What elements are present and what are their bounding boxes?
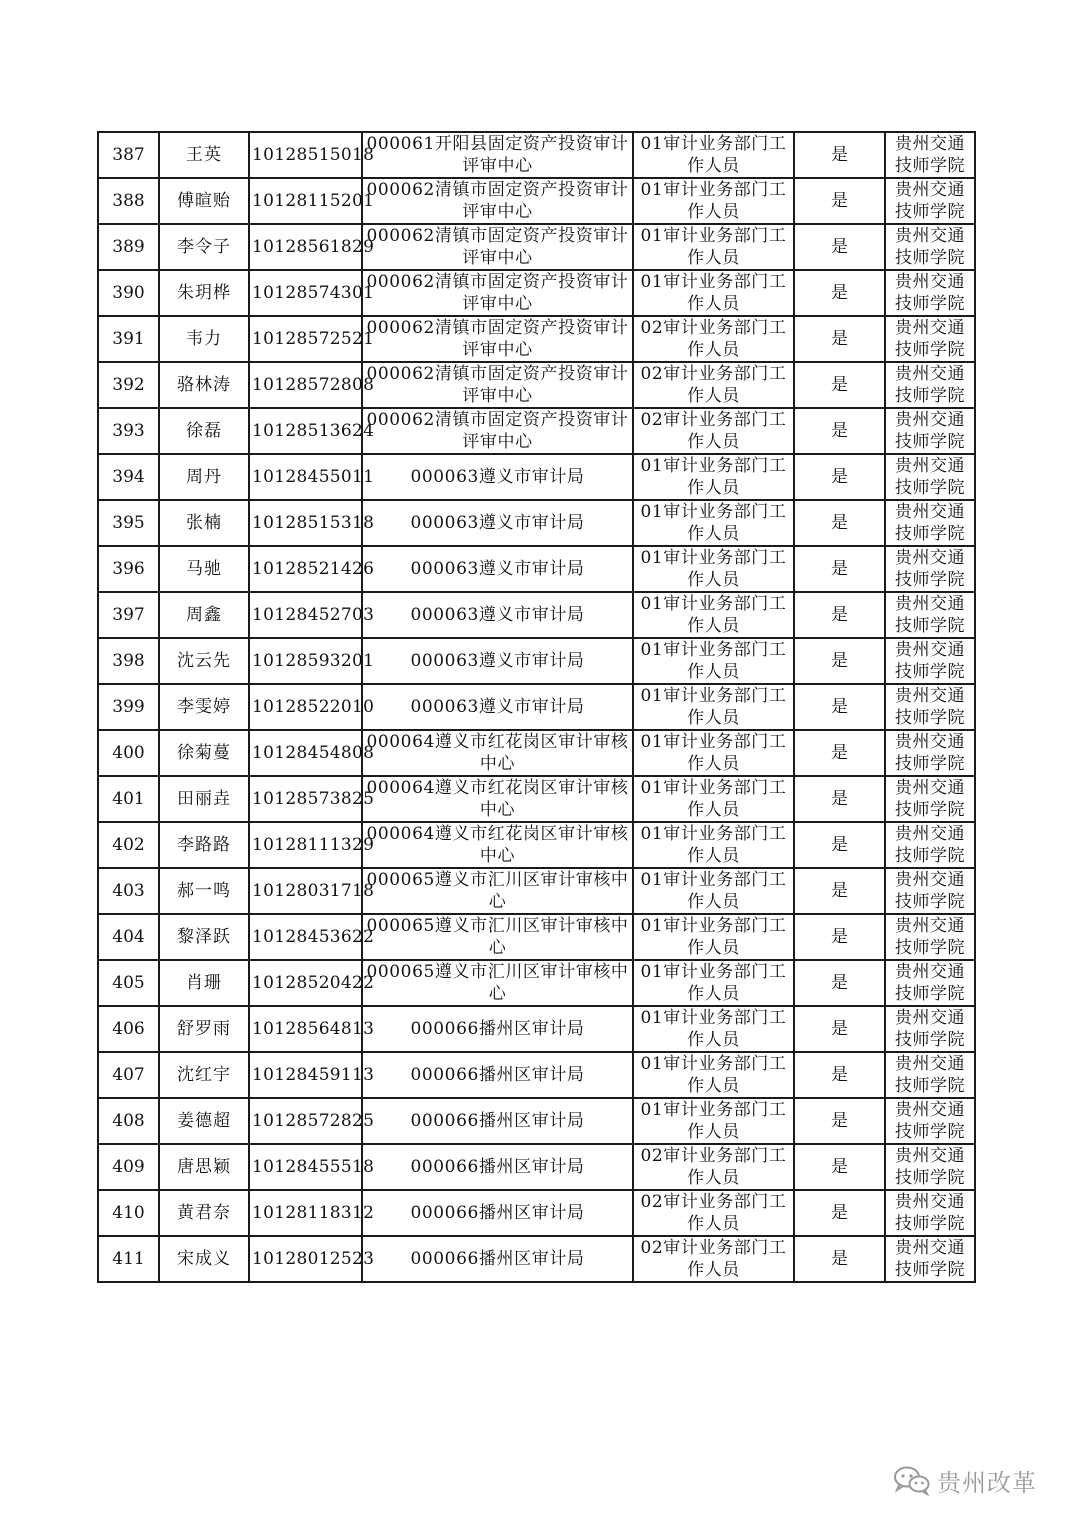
row-number: 393: [98, 408, 159, 454]
position: 01审计业务部门工作人员: [633, 1052, 794, 1098]
ticket-number: 10128031718: [249, 868, 362, 914]
candidate-name: 王英: [159, 132, 249, 178]
table-row: [98, 132, 975, 178]
employer-unit: 000065遵义市汇川区审计审核中心: [362, 960, 633, 1006]
qualified-flag: 是: [794, 730, 885, 776]
employer-unit: 000063遵义市审计局: [362, 454, 633, 500]
candidate-name: 郝一鸣: [159, 868, 249, 914]
candidate-name: 李令子: [159, 224, 249, 270]
employer-unit: 000062清镇市固定资产投资审计评审中心: [362, 178, 633, 224]
ticket-number: 10128459113: [249, 1052, 362, 1098]
employer-unit: 000066播州区审计局: [362, 1006, 633, 1052]
exam-site: 贵州交通技师学院: [885, 1052, 975, 1098]
table-row: [98, 316, 975, 362]
position: 01审计业务部门工作人员: [633, 914, 794, 960]
row-number: 388: [98, 178, 159, 224]
ticket-number: 10128593201: [249, 638, 362, 684]
position: 01审计业务部门工作人员: [633, 960, 794, 1006]
candidate-name: 姜德超: [159, 1098, 249, 1144]
ticket-number: 10128573825: [249, 776, 362, 822]
employer-unit: 000062清镇市固定资产投资审计评审中心: [362, 270, 633, 316]
row-number: 399: [98, 684, 159, 730]
exam-site: 贵州交通技师学院: [885, 684, 975, 730]
table-row: [98, 500, 975, 546]
watermark: [893, 1462, 1037, 1498]
candidate-name: 田丽垚: [159, 776, 249, 822]
row-number: 408: [98, 1098, 159, 1144]
employer-unit: 000065遵义市汇川区审计审核中心: [362, 868, 633, 914]
ticket-number: 10128572808: [249, 362, 362, 408]
candidate-name: 沈云先: [159, 638, 249, 684]
employer-unit: 000062清镇市固定资产投资审计评审中心: [362, 408, 633, 454]
position: 01审计业务部门工作人员: [633, 730, 794, 776]
ticket-number: 10128515318: [249, 500, 362, 546]
row-number: 404: [98, 914, 159, 960]
employer-unit: 000062清镇市固定资产投资审计评审中心: [362, 362, 633, 408]
exam-site: 贵州交通技师学院: [885, 500, 975, 546]
row-number: 392: [98, 362, 159, 408]
candidate-table: [97, 131, 976, 1283]
exam-site: 贵州交通技师学院: [885, 1006, 975, 1052]
ticket-number: 10128521426: [249, 546, 362, 592]
table-row: [98, 914, 975, 960]
table-row: [98, 362, 975, 408]
row-number: 400: [98, 730, 159, 776]
watermark-text: 贵州改革: [937, 1468, 1037, 1497]
employer-unit: 000066播州区审计局: [362, 1052, 633, 1098]
row-number: 411: [98, 1236, 159, 1282]
position: 01审计业务部门工作人员: [633, 546, 794, 592]
exam-site: 贵州交通技师学院: [885, 408, 975, 454]
qualified-flag: 是: [794, 454, 885, 500]
candidate-name: 黎泽跃: [159, 914, 249, 960]
ticket-number: 10128111329: [249, 822, 362, 868]
ticket-number: 10128118312: [249, 1190, 362, 1236]
row-number: 407: [98, 1052, 159, 1098]
employer-unit: 000065遵义市汇川区审计审核中心: [362, 914, 633, 960]
ticket-number: 10128561829: [249, 224, 362, 270]
position: 01审计业务部门工作人员: [633, 500, 794, 546]
qualified-flag: 是: [794, 1098, 885, 1144]
table-row: [98, 638, 975, 684]
table-row: [98, 408, 975, 454]
qualified-flag: 是: [794, 408, 885, 454]
exam-site: 贵州交通技师学院: [885, 546, 975, 592]
ticket-number: 10128513624: [249, 408, 362, 454]
table-row: [98, 1236, 975, 1282]
candidate-name: 唐思颖: [159, 1144, 249, 1190]
position: 01审计业务部门工作人员: [633, 1006, 794, 1052]
table-row: [98, 1006, 975, 1052]
position: 02审计业务部门工作人员: [633, 1236, 794, 1282]
row-number: 403: [98, 868, 159, 914]
position: 01审计业务部门工作人员: [633, 684, 794, 730]
qualified-flag: 是: [794, 914, 885, 960]
employer-unit: 000066播州区审计局: [362, 1098, 633, 1144]
candidate-name: 黄君奈: [159, 1190, 249, 1236]
position: 01审计业务部门工作人员: [633, 454, 794, 500]
wechat-icon: [893, 1465, 931, 1495]
row-number: 389: [98, 224, 159, 270]
ticket-number: 10128453622: [249, 914, 362, 960]
qualified-flag: 是: [794, 316, 885, 362]
employer-unit: 000064遵义市红花岗区审计审核中心: [362, 776, 633, 822]
row-number: 397: [98, 592, 159, 638]
position: 02审计业务部门工作人员: [633, 1190, 794, 1236]
table-row: [98, 546, 975, 592]
row-number: 387: [98, 132, 159, 178]
row-number: 391: [98, 316, 159, 362]
position: 02审计业务部门工作人员: [633, 408, 794, 454]
exam-site: 贵州交通技师学院: [885, 224, 975, 270]
position: 01审计业务部门工作人员: [633, 224, 794, 270]
ticket-number: 10128522010: [249, 684, 362, 730]
candidate-name: 韦力: [159, 316, 249, 362]
position: 01审计业务部门工作人员: [633, 776, 794, 822]
row-number: 396: [98, 546, 159, 592]
ticket-number: 10128515018: [249, 132, 362, 178]
qualified-flag: 是: [794, 1052, 885, 1098]
exam-site: 贵州交通技师学院: [885, 362, 975, 408]
table-row: [98, 1144, 975, 1190]
position: 01审计业务部门工作人员: [633, 132, 794, 178]
exam-site: 贵州交通技师学院: [885, 868, 975, 914]
qualified-flag: 是: [794, 1236, 885, 1282]
employer-unit: 000062清镇市固定资产投资审计评审中心: [362, 316, 633, 362]
candidate-name: 宋成义: [159, 1236, 249, 1282]
employer-unit: 000064遵义市红花岗区审计审核中心: [362, 730, 633, 776]
row-number: 390: [98, 270, 159, 316]
qualified-flag: 是: [794, 224, 885, 270]
table-row: [98, 684, 975, 730]
row-number: 395: [98, 500, 159, 546]
candidate-name: 周丹: [159, 454, 249, 500]
table-row: [98, 1052, 975, 1098]
candidate-name: 徐菊蔓: [159, 730, 249, 776]
table-row: [98, 822, 975, 868]
position: 02审计业务部门工作人员: [633, 362, 794, 408]
ticket-number: 10128572521: [249, 316, 362, 362]
table-row: [98, 592, 975, 638]
candidate-name: 沈红宇: [159, 1052, 249, 1098]
position: 01审计业务部门工作人员: [633, 868, 794, 914]
position: 01审计业务部门工作人员: [633, 592, 794, 638]
qualified-flag: 是: [794, 638, 885, 684]
table-row: [98, 270, 975, 316]
row-number: 402: [98, 822, 159, 868]
candidate-table-body: [98, 132, 975, 1282]
qualified-flag: 是: [794, 592, 885, 638]
exam-site: 贵州交通技师学院: [885, 960, 975, 1006]
candidate-name: 傅暄贻: [159, 178, 249, 224]
exam-site: 贵州交通技师学院: [885, 914, 975, 960]
qualified-flag: 是: [794, 776, 885, 822]
qualified-flag: 是: [794, 500, 885, 546]
exam-site: 贵州交通技师学院: [885, 1098, 975, 1144]
table-row: [98, 224, 975, 270]
row-number: 405: [98, 960, 159, 1006]
row-number: 410: [98, 1190, 159, 1236]
position: 01审计业务部门工作人员: [633, 178, 794, 224]
employer-unit: 000066播州区审计局: [362, 1236, 633, 1282]
qualified-flag: 是: [794, 960, 885, 1006]
table-row: [98, 1098, 975, 1144]
candidate-name: 张楠: [159, 500, 249, 546]
position: 02审计业务部门工作人员: [633, 1144, 794, 1190]
position: 01审计业务部门工作人员: [633, 270, 794, 316]
table-row: [98, 960, 975, 1006]
employer-unit: 000061开阳县固定资产投资审计评审中心: [362, 132, 633, 178]
ticket-number: 10128455518: [249, 1144, 362, 1190]
qualified-flag: 是: [794, 132, 885, 178]
exam-site: 贵州交通技师学院: [885, 1236, 975, 1282]
row-number: 406: [98, 1006, 159, 1052]
employer-unit: 000066播州区审计局: [362, 1144, 633, 1190]
qualified-flag: 是: [794, 1006, 885, 1052]
row-number: 398: [98, 638, 159, 684]
ticket-number: 10128564813: [249, 1006, 362, 1052]
employer-unit: 000063遵义市审计局: [362, 500, 633, 546]
exam-site: 贵州交通技师学院: [885, 1144, 975, 1190]
table-row: [98, 776, 975, 822]
table-row: [98, 178, 975, 224]
qualified-flag: 是: [794, 270, 885, 316]
exam-site: 贵州交通技师学院: [885, 316, 975, 362]
qualified-flag: 是: [794, 546, 885, 592]
row-number: 401: [98, 776, 159, 822]
candidate-name: 马驰: [159, 546, 249, 592]
candidate-name: 周鑫: [159, 592, 249, 638]
candidate-name: 李路路: [159, 822, 249, 868]
exam-site: 贵州交通技师学院: [885, 132, 975, 178]
position: 01审计业务部门工作人员: [633, 822, 794, 868]
exam-site: 贵州交通技师学院: [885, 1190, 975, 1236]
qualified-flag: 是: [794, 1190, 885, 1236]
row-number: 409: [98, 1144, 159, 1190]
qualified-flag: 是: [794, 1144, 885, 1190]
employer-unit: 000063遵义市审计局: [362, 592, 633, 638]
employer-unit: 000066播州区审计局: [362, 1190, 633, 1236]
ticket-number: 10128454808: [249, 730, 362, 776]
employer-unit: 000063遵义市审计局: [362, 638, 633, 684]
ticket-number: 10128455011: [249, 454, 362, 500]
position: 01审计业务部门工作人员: [633, 638, 794, 684]
row-number: 394: [98, 454, 159, 500]
position: 01审计业务部门工作人员: [633, 1098, 794, 1144]
table-row: [98, 1190, 975, 1236]
ticket-number: 10128572825: [249, 1098, 362, 1144]
table-row: [98, 730, 975, 776]
exam-site: 贵州交通技师学院: [885, 454, 975, 500]
ticket-number: 10128452703: [249, 592, 362, 638]
ticket-number: 10128115201: [249, 178, 362, 224]
exam-site: 贵州交通技师学院: [885, 730, 975, 776]
employer-unit: 000064遵义市红花岗区审计审核中心: [362, 822, 633, 868]
position: 02审计业务部门工作人员: [633, 316, 794, 362]
qualified-flag: 是: [794, 822, 885, 868]
exam-site: 贵州交通技师学院: [885, 270, 975, 316]
table-row: [98, 868, 975, 914]
qualified-flag: 是: [794, 684, 885, 730]
exam-site: 贵州交通技师学院: [885, 776, 975, 822]
candidate-name: 舒罗雨: [159, 1006, 249, 1052]
ticket-number: 10128520422: [249, 960, 362, 1006]
exam-site: 贵州交通技师学院: [885, 638, 975, 684]
candidate-name: 朱玥桦: [159, 270, 249, 316]
exam-site: 贵州交通技师学院: [885, 822, 975, 868]
exam-site: 贵州交通技师学院: [885, 592, 975, 638]
employer-unit: 000063遵义市审计局: [362, 546, 633, 592]
qualified-flag: 是: [794, 178, 885, 224]
candidate-name: 李雯婷: [159, 684, 249, 730]
exam-site: 贵州交通技师学院: [885, 178, 975, 224]
candidate-name: 肖珊: [159, 960, 249, 1006]
ticket-number: 10128012523: [249, 1236, 362, 1282]
qualified-flag: 是: [794, 362, 885, 408]
employer-unit: 000063遵义市审计局: [362, 684, 633, 730]
qualified-flag: 是: [794, 868, 885, 914]
candidate-name: 徐磊: [159, 408, 249, 454]
employer-unit: 000062清镇市固定资产投资审计评审中心: [362, 224, 633, 270]
candidate-name: 骆林涛: [159, 362, 249, 408]
ticket-number: 10128574301: [249, 270, 362, 316]
table-row: [98, 454, 975, 500]
